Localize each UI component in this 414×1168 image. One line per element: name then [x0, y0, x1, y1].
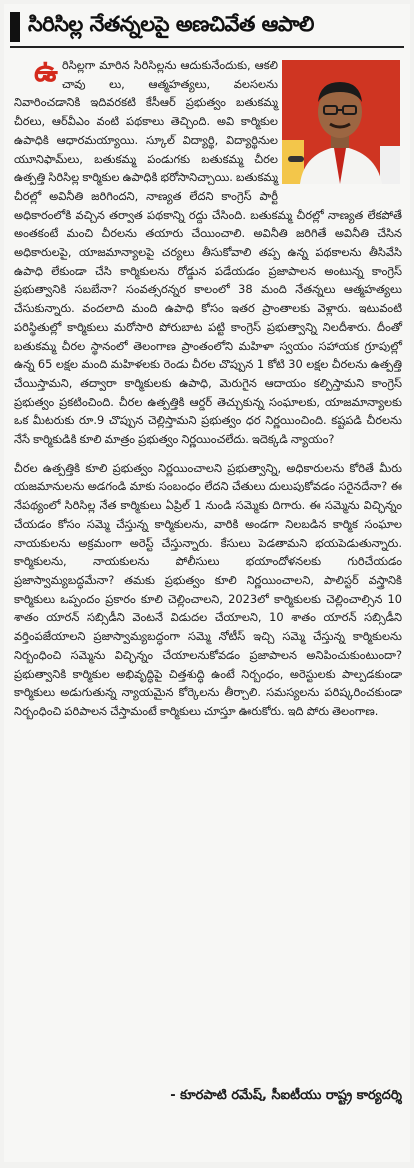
author-signature: - కూరపాటి రమేష్, సీఐటీయు రాష్ట్ర కార్యదర్శి	[170, 1088, 402, 1103]
headline-bar	[10, 8, 404, 48]
headline-marker	[10, 12, 20, 42]
paragraph-1-text: రిసిల్లగా మారిన సిరిసిల్లను ఆదుకునేందుకు, ఆకలి చావు లు, ఆత్మహత్యలు, వలసలను నివారించడానికి ఇదివరకటి కేసీఆర్ ప్రభుత్వం బతుకమ్మ చీరలు, ఆర్‌వీఎం వంటి పథకాలు తెచ్చింది. అవి కార్మికుల ఉపాధికి ఆధారమయ్యాయి. స్కూల్ విద్యార్థి, విద్యార్థినుల యూనిఫామ్‌లు, బతుకమ్మ పండుగకు బతుకమ్మ చీరల ఉత్పత్తి సిరిసిల్ల కార్మికుల ఉపాధికి భరోసానిచ్చాయి. బతుకమ్మ చీరల్లో అవినీతి జరిగిందని, నాణ్యత లేదని కాంగ్రెస్ పార్టీ అధికారంలోకి వచ్చిన తర్వాత పథకాన్ని రద్దు చేసింది. బతుకమ్మ చీరల్లో నాణ్యత లేకపోతే అంతకంటే మంచి చీరలను తయారు చేయించాలి. అవినీతి జరిగితే అవినీతి చేసిన అధికారులపై, యాజమాన్యాలపై చర్యలు తీసుకోవాలి తప్ప ఉన్న పథకాలను తీసివేసి ఉపాధి లేకుండా చేసి కార్మికులను రోడ్డున పడేయడం ప్రజాపాలన అంటున్న కాంగ్రెస్ ప్రభుత్వానికి సబబేనా? సంవత్సరన్నర కాలంలో 38 మంది నేతన్నలు ఆత్మహత్యలు చేసుకున్నారు. వందలాది మంది ఉపాధి కోసం ఇతర ప్రాంతాలకు వెళ్లారు. ఇటువంటి పరిస్థితుల్లో కార్మికులు మరోసారి పోరుబాట పట్టి కాంగ్రెస్ ప్రభుత్వాన్ని నిలదీశారు. దీంతో బతుకమ్మ చీరల స్థానంలో తెలంగాణ ప్రాంతంలోని మహిళా స్వయం సహాయక గ్రూపుల్లో ఉన్న 65 లక్షల మంది మహిళలకు రెండు చీరల చొప్పున 1 కోటి 30 లక్షల చీరలను ఉత్పత్తి చేయిస్తామని, తద్వారా కార్మికులకు ఉపాధి, మెరుగైన ఆదాయం కల్పిస్తామని కాంగ్రెస్ ప్రభుత్వం ప్రకటించింది. చీరల ఉత్పత్తికి ఆర్డర్ తెచ్చుకున్న సంఘాలకు, యాజమాన్యాలకు ఒక మీటరుకు రూ.9 చొప్పున చెల్లిస్తామని ప్రభుత్వం ధర నిర్ణయించింది. కష్టపడి చీరలను నేసే కార్మికుడికి కూలి మాత్రం ప్రభుత్వం నిర్ణయించలేదు. ఇదెక్కడి న్యాయం?	[14, 58, 402, 447]
article-sheet	[4, 4, 410, 1162]
article-body	[14, 56, 402, 721]
article-paragraph-2: చీరల ఉత్పత్తికి కూలి ప్రభుత్వం నిర్ణయించాలని ప్రభుత్వాన్ని, అధికారులను కోరితే మీరు యజమానులను అడగండి మాకు సంబంధం లేదని చేతులు దులుపుకోవడం సరైనదేనా? ఈ నేపథ్యంలో సిరిసిల్ల నేత కార్మికులు ఏప్రిల్ 1 నుండి సమ్మెకు దిగారు. ఈ సమ్మెను విచ్ఛిన్నం చేయడం కోసం సమ్మె చేస్తున్న కార్మికులను, వారికి అండగా నిలబడిన కార్మిక సంఘాల నాయకులను అక్రమంగా అరెస్ట్ చేస్తున్నారు. కేసులు పెడతామని భయపెడుతున్నారు. కార్మికులను, నాయకులను పోలీసులు భయాందోళనలకు గురిచేయడం ప్రజాస్వామ్యబద్ధమేనా? తమకు ప్రభుత్వం కూలి నిర్ణయించాలని, పాలిస్టర్ వస్త్రానికి కార్మికులు ఒప్పందం ప్రకారం కూలి చెల్లించాలని, 2023లో కార్మికులకు చెల్లించాల్సిన 10 శాతం యారన్ సబ్సిడీని వెంటనే విడుదల చేయాలని, 10 శాతం యారన్ సబ్సిడీని వర్తింపజేయాలని ప్రజాస్వామ్యబద్ధంగా సమ్మె నోటీస్ ఇచ్చి సమ్మె చేస్తున్న కార్మికులను నిర్బంధించి సమ్మెను విచ్ఛిన్నం చేయాలనుకోవడం ప్రజాపాలన అనిపించుకుంటుందా? ప్రభుత్వానికి కార్మికుల అభివృద్ధిపై చిత్తశుద్ధి ఉంటే నిర్బంధం, అరెస్టులకు పాల్పడకుండా కార్మికులు అడుగుతున్న న్యాయమైన కోర్కెలను తీర్చాలి. సమస్యలను పరిష్కరించకుండా నిర్బంధించి పరిపాలన చేస్తామంటే కార్మికులు చూస్తూ ఊరుకోరు. ఇది పోరు తెలంగాణ.	[14, 460, 402, 718]
photo-spacer	[278, 56, 402, 188]
article-headline: సిరిసిల్ల నేతన్నలపై అణచివేత ఆపాలి	[28, 12, 314, 36]
drop-cap: ఉ	[34, 54, 58, 89]
